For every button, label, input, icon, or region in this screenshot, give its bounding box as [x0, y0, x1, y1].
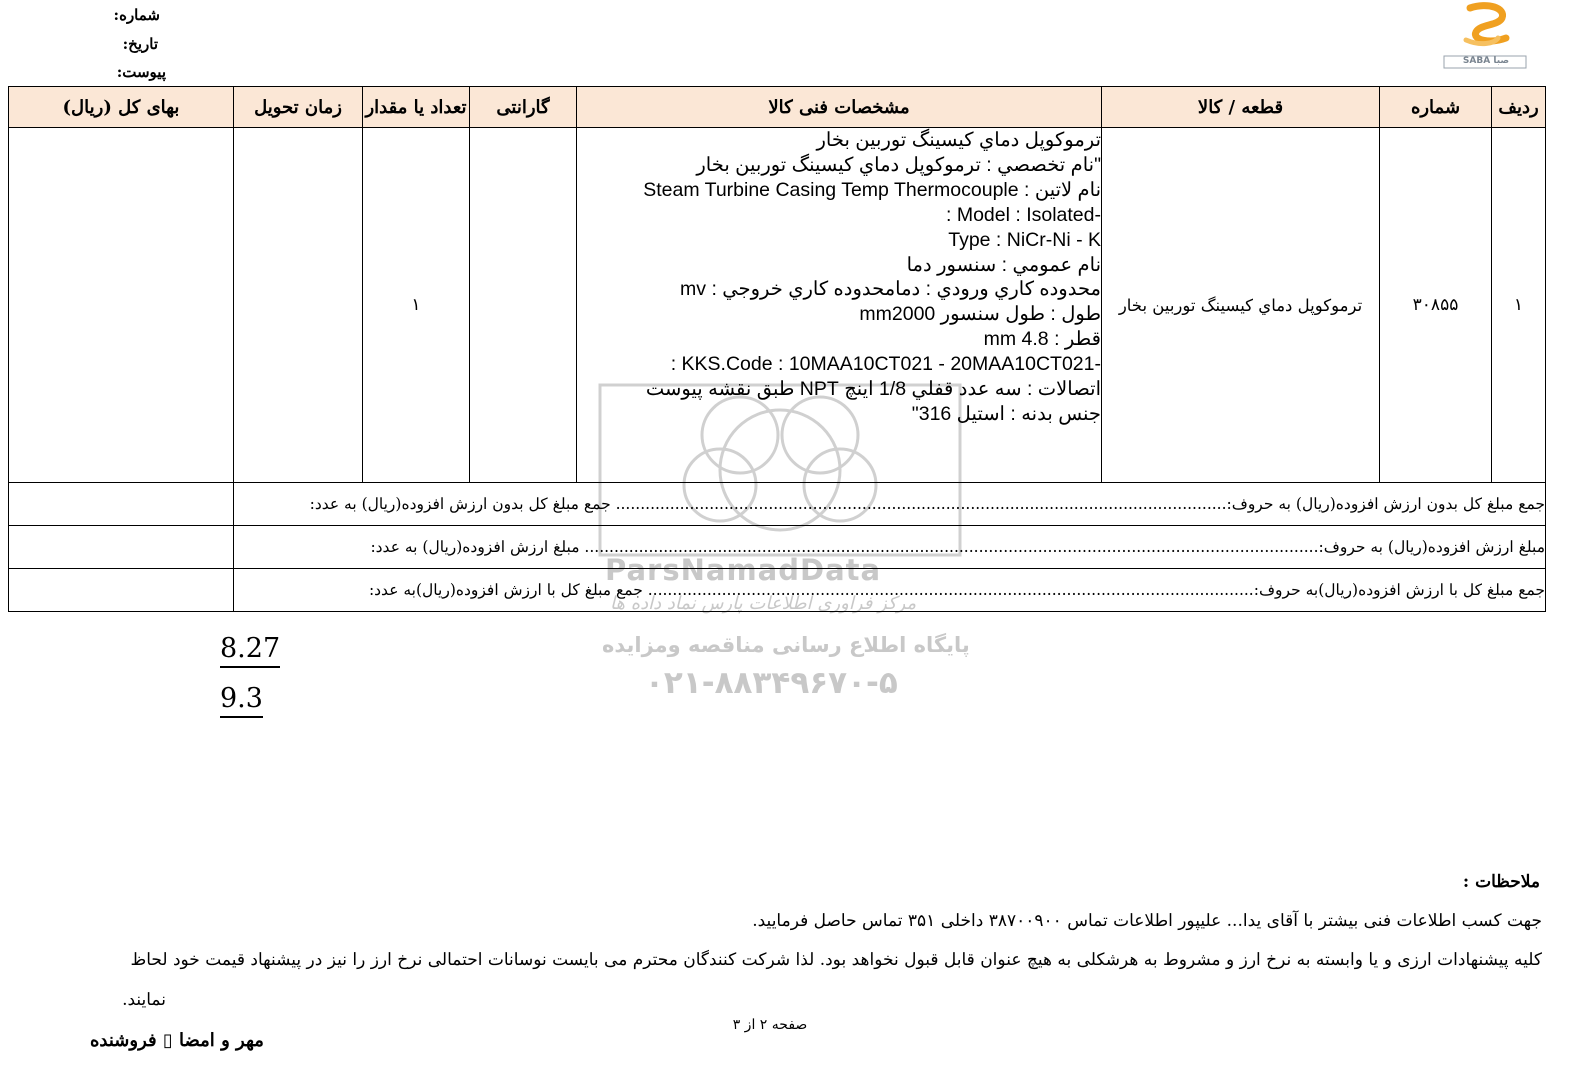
- spec-line: Type : NiCr-Ni - K: [948, 228, 1101, 251]
- summary-value: [9, 483, 234, 526]
- table-header-row: [9, 87, 1546, 128]
- spec-line: طول : طول سنسور mm2000: [859, 303, 1101, 326]
- summary-value: [9, 569, 234, 612]
- date-label: تاریخ:: [122, 35, 158, 53]
- col-header-quantity: تعداد یا مقدار: [363, 87, 470, 128]
- row-number: ۳۰۸۵۵: [1380, 128, 1492, 483]
- table-row: [9, 128, 1546, 483]
- notes-line-1: جهت کسب اطلاعات فنی بیشتر با آقای یدا... علیپور اطلاعات تماس ۳۸۷۰۰۹۰۰ داخلی ۳۵۱ تماس حاصل فرمایید.: [752, 911, 1542, 931]
- col-header-number: شماره: [1380, 87, 1492, 128]
- page-number: صفحه ۲ از ۳: [732, 1017, 808, 1033]
- col-header-index: ردیف: [1492, 87, 1546, 128]
- notes-line-2: کلیه پیشنهادات ارزی و یا وابسته به نرخ ارز و مشروط به هرشکلی به هیچ عنوان قابل قبول نخواهد بود. لذا شرکت کنندگان محترم می بایست نوسانات احتمالی نرخ ارز را نیز در پیشنهاد قیمت خود لحاظ: [130, 950, 1542, 970]
- spec-line: نام لاتين : Steam Turbine Casing Temp Thermocouple: [643, 178, 1101, 201]
- summary-value: [9, 526, 234, 569]
- col-header-warranty: گارانتی: [470, 87, 577, 128]
- col-header-item: قطعه / کالا: [1102, 87, 1380, 128]
- spec-line: -KKS.Code : 10MAA10CT021 - 20MAA10CT021 :: [670, 353, 1101, 376]
- summary-text: جمع مبلغ کل با ارزش افزوده(ریال)به حروف:........................................................................................................................... جمع مبلغ کل با ارزش افزوده(ریال)به عدد:: [234, 569, 1546, 612]
- row-spec: [577, 128, 1102, 483]
- col-header-delivery: زمان تحویل: [234, 87, 363, 128]
- summary-text: جمع مبلغ کل بدون ارزش افزوده(ریال) به حروف:............................................................................................................................ جمع مبلغ کل بدون ارزش افزوده(ریال) به عدد:: [234, 483, 1546, 526]
- spec-line: -Model : Isolated :: [945, 203, 1101, 226]
- row-item: ترموكوپل دماي كيسينگ توربين بخار: [1102, 128, 1380, 483]
- spec-line: "نام تخصصي : ترموكوپل دماي كيسينگ توربين بخار: [696, 153, 1101, 176]
- summary-row: [9, 526, 1546, 569]
- number-label: شماره:: [113, 6, 160, 24]
- spec-line: اتصالات : سه عدد قفلي 1/8 اينچ NPT طبق نقشه پيوست: [645, 378, 1101, 401]
- items-table: [8, 86, 1546, 612]
- notes-title: ملاحظات :: [1462, 872, 1540, 892]
- spec-line: قطر : mm 4.8: [983, 328, 1101, 351]
- logo-mark-icon: [1440, 0, 1530, 78]
- row-total-price: [9, 128, 234, 483]
- row-quantity: ۱: [363, 128, 470, 483]
- spec-line: نام عمومي : سنسور دما: [906, 253, 1101, 276]
- summary-text: مبلغ ارزش افزوده(ریال) به حروف:..................................................................................................................................................... مبلغ ارزش افزوده(ریال) به عدد:: [234, 526, 1546, 569]
- attachment-label: پیوست:: [116, 63, 166, 81]
- notes-line-3: نمایند.: [122, 990, 166, 1010]
- watermark-brand: ParsNamadData: [605, 553, 882, 587]
- row-delivery: [234, 128, 363, 483]
- spec-line: ترموكوپل دماي كيسينگ توربين بخار: [816, 129, 1101, 151]
- summary-row: [9, 483, 1546, 526]
- handwritten-value-1: 8.27: [220, 633, 280, 668]
- col-header-total-price: بهای کل (ریال): [9, 87, 234, 128]
- col-header-spec: مشخصات فنی کالا: [577, 87, 1102, 128]
- spec-line: محدوده كاري ورودي : دمامحدوده كاري خروجي : mv: [680, 278, 1101, 301]
- row-warranty: [470, 128, 577, 483]
- watermark-line1: مرکز فراوری اطلاعات پارس نماد داده ها: [610, 593, 917, 614]
- spec-line: جنس بدنه : استيل 316": [911, 402, 1101, 425]
- watermark-line2: پایگاه اطلاع رسانی مناقصه ومزایده: [602, 633, 970, 657]
- handwritten-value-2: 9.3: [220, 683, 263, 718]
- logo-text: SABA صبا: [1462, 56, 1510, 66]
- summary-row: [9, 569, 1546, 612]
- seller-signature: مهر و امضا ▯ فروشنده: [90, 1030, 264, 1051]
- watermark-phone: ۰۲۱-۸۸۳۴۹۶۷۰-۵: [645, 665, 898, 701]
- company-logo: [1440, 0, 1530, 78]
- row-index: ۱: [1492, 128, 1546, 483]
